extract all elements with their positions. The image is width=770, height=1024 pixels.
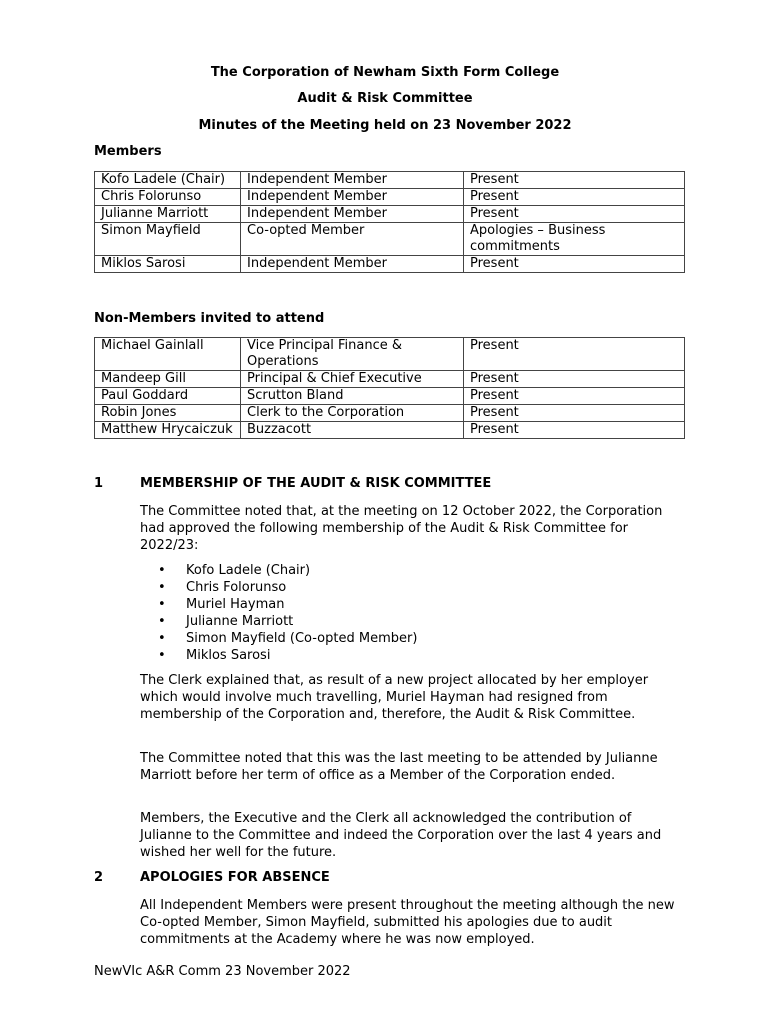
bullet-icon: •	[158, 648, 166, 663]
attendee-role: Buzzacott	[241, 422, 464, 439]
list-item: • Simon Mayfield (Co-opted Member)	[158, 631, 418, 646]
list-item: • Julianne Marriott	[158, 614, 294, 629]
member-name: Miklos Sarosi	[95, 256, 241, 273]
list-item: • Kofo Ladele (Chair)	[158, 563, 311, 578]
attendee-role: Scrutton Bland	[241, 388, 464, 405]
section-1-para-4: Members, the Executive and the Clerk all acknowledged the contribution of Julianne to the Committee and indeed the Corporation over the last 4 years and wished her well for the future.	[140, 811, 662, 860]
member-role: Independent Member	[241, 189, 464, 206]
member-status: Apologies – Business commitments	[464, 223, 685, 256]
table-row	[95, 338, 685, 371]
section-2-title: APOLOGIES FOR ABSENCE	[140, 870, 330, 885]
table-row	[95, 371, 685, 388]
member-status: Present	[464, 172, 685, 189]
committee-title: Audit & Risk Committee	[297, 91, 473, 106]
attendee-role: Vice Principal Finance & Operations	[241, 338, 464, 371]
member-status: Present	[464, 256, 685, 273]
members-heading: Members	[94, 144, 162, 159]
member-role: Independent Member	[241, 206, 464, 223]
attendee-status: Present	[464, 371, 685, 388]
list-item: • Muriel Hayman	[158, 597, 285, 612]
bullet-icon: •	[158, 563, 166, 578]
section-1-number: 1	[94, 476, 104, 491]
attendee-role: Principal & Chief Executive	[241, 371, 464, 388]
section-1-para-3: The Committee noted that this was the last meeting to be attended by Julianne Marriott before her term of office as a Member of the Corporation ended.	[140, 751, 658, 783]
minutes-title: Minutes of the Meeting held on 23 November 2022	[198, 118, 572, 133]
member-name: Kofo Ladele (Chair)	[95, 172, 241, 189]
bullet-icon: •	[158, 614, 166, 629]
attendee-status: Present	[464, 388, 685, 405]
attendee-status: Present	[464, 405, 685, 422]
table-row	[95, 206, 685, 223]
non-members-heading: Non-Members invited to attend	[94, 311, 325, 326]
member-name: Simon Mayfield	[95, 223, 241, 256]
section-1-intro: The Committee noted that, at the meeting on 12 October 2022, the Corporation had approved the following membership of the Audit & Risk Committee for 2022/23:	[140, 504, 663, 553]
attendee-name: Robin Jones	[95, 405, 241, 422]
org-title: The Corporation of Newham Sixth Form College	[210, 65, 560, 80]
bullet-icon: •	[158, 597, 166, 612]
member-role: Independent Member	[241, 256, 464, 273]
attendee-status: Present	[464, 422, 685, 439]
table-row	[95, 388, 685, 405]
attendee-name: Paul Goddard	[95, 388, 241, 405]
attendee-name: Michael Gainlall	[95, 338, 241, 371]
section-2-number: 2	[94, 870, 104, 885]
member-role: Independent Member	[241, 172, 464, 189]
list-item: • Chris Folorunso	[158, 580, 287, 595]
bullet-icon: •	[158, 580, 166, 595]
list-item: • Miklos Sarosi	[158, 648, 271, 663]
section-1-title: MEMBERSHIP OF THE AUDIT & RISK COMMITTEE	[140, 476, 492, 491]
table-row	[95, 422, 685, 439]
table-row	[95, 256, 685, 273]
member-status: Present	[464, 189, 685, 206]
member-status: Present	[464, 206, 685, 223]
attendee-role: Clerk to the Corporation	[241, 405, 464, 422]
member-name: Chris Folorunso	[95, 189, 241, 206]
section-1-para-2: The Clerk explained that, as result of a new project allocated by her employer which would involve much travelling, Muriel Hayman had resigned from membership of the Corporation and, therefore, the Audit & Risk Committee.	[140, 673, 649, 722]
member-role: Co-opted Member	[241, 223, 464, 256]
table-row	[95, 223, 685, 256]
bullet-icon: •	[158, 631, 166, 646]
member-name: Julianne Marriott	[95, 206, 241, 223]
attendee-status: Present	[464, 338, 685, 371]
non-members-table	[94, 337, 685, 439]
page-footer: NewVIc A&R Comm 23 November 2022	[94, 964, 351, 979]
table-row	[95, 405, 685, 422]
table-row	[95, 172, 685, 189]
table-row	[95, 189, 685, 206]
section-2-para-1: All Independent Members were present throughout the meeting although the new Co-opted Member, Simon Mayfield, submitted his apologies due to audit commitments at the Academy where he was now employed.	[140, 898, 675, 947]
membership-list	[140, 562, 417, 664]
members-table	[94, 171, 685, 273]
attendee-name: Mandeep Gill	[95, 371, 241, 388]
attendee-name: Matthew Hrycaiczuk	[95, 422, 241, 439]
